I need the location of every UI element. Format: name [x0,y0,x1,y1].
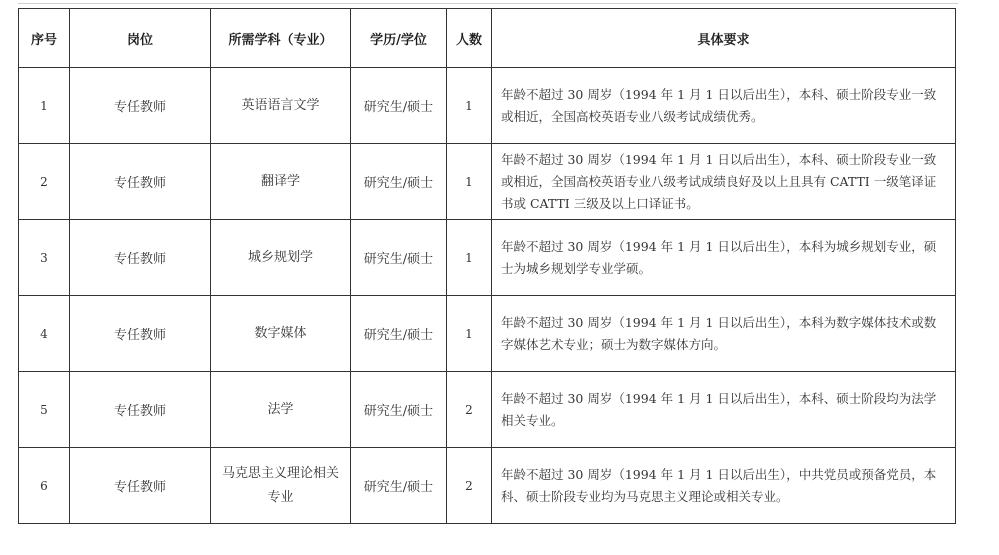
cell-count: 2 [447,448,492,524]
cell-major: 马克思主义理论相关专业 [211,448,351,524]
header-requirements: 具体要求 [492,9,956,68]
cell-degree: 研究生/硕士 [351,448,447,524]
cell-degree: 研究生/硕士 [351,144,447,220]
cell-count: 1 [447,68,492,144]
header-degree: 学历/学位 [351,9,447,68]
table-row [19,448,956,524]
header-index: 序号 [19,9,70,68]
recruitment-table [18,8,956,524]
cell-major: 英语语言文学 [211,68,351,144]
header-position: 岗位 [70,9,211,68]
table-row [19,220,956,296]
table-header-row [19,9,956,68]
cell-index: 2 [19,144,70,220]
cell-major: 翻译学 [211,144,351,220]
cell-major: 数字媒体 [211,296,351,372]
cell-requirements: 年龄不超过 30 周岁（1994 年 1 月 1 日以后出生），本科为数字媒体技术或数字媒体艺术专业；硕士为数字媒体方向。 [492,296,956,372]
cell-major: 城乡规划学 [211,220,351,296]
table-row [19,372,956,448]
cell-count: 1 [447,220,492,296]
cell-requirements: 年龄不超过 30 周岁（1994 年 1 月 1 日以后出生），本科、硕士阶段均为法学相关专业。 [492,372,956,448]
cell-major: 法学 [211,372,351,448]
cell-requirements: 年龄不超过 30 周岁（1994 年 1 月 1 日以后出生），本科、硕士阶段专业一致或相近，全国高校英语专业八级考试成绩良好及以上且具有 CATTI 一级笔译证书或 CATTI 三级及以上口译证书。 [492,144,956,220]
cell-position: 专任教师 [70,372,211,448]
cell-requirements: 年龄不超过 30 周岁（1994 年 1 月 1 日以后出生），中共党员或预备党员，本科、硕士阶段专业均为马克思主义理论或相关专业。 [492,448,956,524]
cell-degree: 研究生/硕士 [351,296,447,372]
cell-position: 专任教师 [70,68,211,144]
cell-degree: 研究生/硕士 [351,372,447,448]
header-major: 所需学科（专业） [211,9,351,68]
table-row [19,68,956,144]
top-divider [18,3,958,4]
table-row [19,144,956,220]
cell-requirements: 年龄不超过 30 周岁（1994 年 1 月 1 日以后出生），本科、硕士阶段专业一致或相近，全国高校英语专业八级考试成绩优秀。 [492,68,956,144]
cell-position: 专任教师 [70,296,211,372]
cell-count: 2 [447,372,492,448]
cell-count: 1 [447,144,492,220]
cell-degree: 研究生/硕士 [351,68,447,144]
cell-requirements: 年龄不超过 30 周岁（1994 年 1 月 1 日以后出生），本科为城乡规划专业，硕士为城乡规划学专业学硕。 [492,220,956,296]
cell-index: 5 [19,372,70,448]
cell-index: 6 [19,448,70,524]
cell-index: 3 [19,220,70,296]
header-count: 人数 [447,9,492,68]
cell-position: 专任教师 [70,448,211,524]
cell-index: 4 [19,296,70,372]
table-row [19,296,956,372]
cell-position: 专任教师 [70,220,211,296]
cell-position: 专任教师 [70,144,211,220]
cell-index: 1 [19,68,70,144]
cell-degree: 研究生/硕士 [351,220,447,296]
cell-count: 1 [447,296,492,372]
